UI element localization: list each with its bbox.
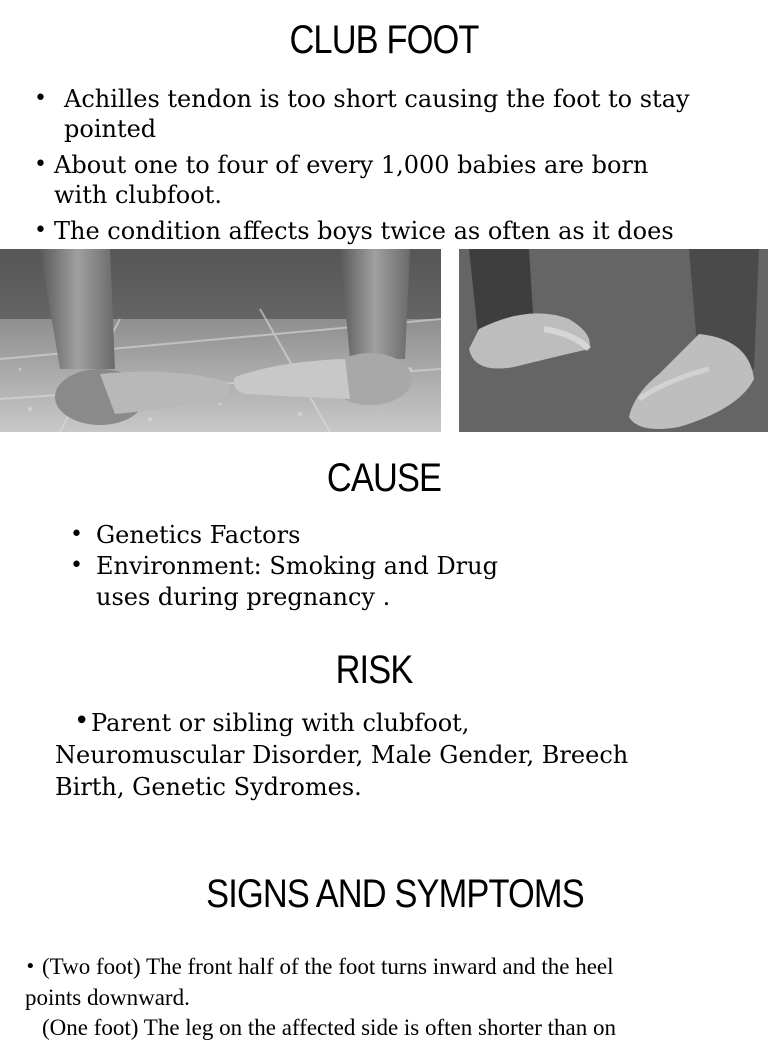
signs-item-1-line2: points downward.	[25, 985, 190, 1010]
risk-line-1: Parent or sibling with clubfoot,	[91, 709, 470, 737]
signs-item-2-partial: (One foot) The leg on the affected side is often shorter than on	[42, 1015, 616, 1040]
cause-item-2-line1: Environment: Smoking and Drug	[96, 552, 498, 580]
bullet-icon: •	[70, 553, 83, 578]
signs-item-1	[42, 951, 614, 982]
bullet-icon: •	[34, 218, 47, 243]
signs-heading: SIGNS AND SYMPTOMS	[206, 872, 584, 916]
bullet-icon: •	[34, 152, 47, 177]
risk-line-2: Neuromuscular Disorder, Male Gender, Breech	[55, 741, 629, 769]
page-title: CLUB FOOT	[289, 18, 479, 62]
cause-heading: CAUSE	[326, 456, 442, 500]
signs-item-1-tag: (Two foot)	[42, 954, 141, 979]
bullet-icon: •	[25, 956, 36, 977]
intro-bullet-1-line2: pointed	[64, 115, 157, 143]
cause-item-1: Genetics Factors	[96, 521, 301, 549]
bullet-icon: •	[34, 86, 47, 111]
bullet-icon: •	[70, 522, 83, 547]
signs-item-1-text: The front half of the foot turns inward and the heel	[146, 954, 614, 979]
intro-bullet-1-line1: Achilles tendon is too short causing the foot to stay	[64, 85, 690, 113]
risk-line-3: Birth, Genetic Sydromes.	[55, 773, 362, 801]
clubfoot-photo-left	[0, 249, 441, 432]
cause-item-2-line2: uses during pregnancy .	[96, 583, 391, 611]
clubfoot-photo-right	[459, 249, 768, 432]
bullet-icon: •	[74, 706, 90, 736]
risk-heading: RISK	[335, 648, 413, 692]
intro-bullet-2-line2: with clubfoot.	[54, 181, 222, 209]
intro-bullet-3-line1: The condition affects boys twice as often as it does	[54, 217, 674, 245]
intro-bullet-2-line1: About one to four of every 1,000 babies are born	[54, 151, 649, 179]
